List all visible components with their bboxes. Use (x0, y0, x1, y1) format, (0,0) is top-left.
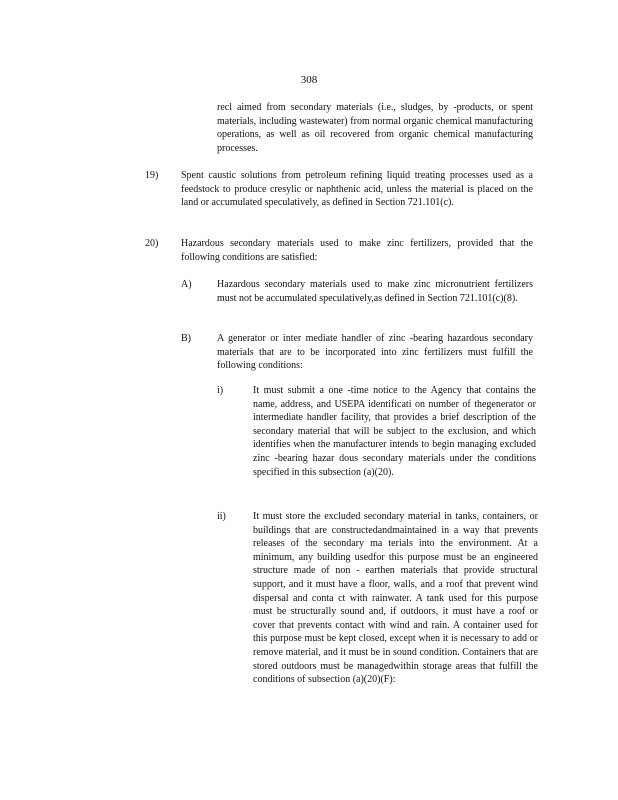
item-20b-label: B) (181, 333, 191, 344)
item-20b-i-text: It must submit a one -time notice to the Agency that contains the name, address, and USEPA identificati on number of thegenerator or intermediate handler facility, that provides a brief description of the secondary material that will be subject to the exclusion, and which identifies when the manufacturer intends to begin managing excluded zinc -bearing hazar dous secondary materials under the conditions specified in this subsection (a)(20). (253, 385, 536, 478)
page-number: 308 (300, 74, 318, 86)
item-20-text: Hazardous secondary materials used to make zinc fertilizers, provided that the following conditions are satisfied: (181, 238, 533, 263)
item-20b-ii-label: ii) (217, 511, 226, 522)
item-20a-text: Hazardous secondary materials used to make zinc micronutrient fertilizers must not be accumulated speculatively,as defined in Section 721.101(c)(8). (217, 279, 533, 304)
continuation-paragraph: recl aimed from secondary materials (i.e., sludges, by -products, or spent materials, including wastewater) from normal organic chemical manufacturing operations, as well as oil recovered from organic chemical manufacturing processes. (217, 102, 533, 154)
item-19-label: 19) (145, 170, 159, 181)
item-20b-text: A generator or inter mediate handler of zinc -bearing hazardous secondary materials that are to be incorporated into zinc fertilizers must fulfill the following conditions: (217, 333, 533, 372)
item-20b-ii-text: It must store the excluded secondary material in tanks, containers, or buildings that are constructedandmaintained in a way that prevents releases of the secondary ma terials into the environment. At a minimum, any building usedfor this purpose must be an engineered structure made of non - earthen materials that provide structural support, and it must have a floor, walls, and a roof that prevent wind dispersal and conta ct with rainwater. A tank used for this purpose must be structurally sound and, if outdoors, it must have a roof or cover that prevents contact with wind and rain. A container used for this purpose must be kept closed, except when it is necessary to add or remove material, and it must be in sound condition. Containers that are stored outdoors must be managedwithin storage areas that fulfill the conditions of subsection (a)(20)(F): (253, 511, 538, 686)
item-19-text: Spent caustic solutions from petroleum refining liquid treating processes used as a feedstock to produce cresylic or naphthenic acid, unless the material is placed on the land or accumulated speculatively, as defined in Section 721.101(c). (181, 170, 533, 209)
item-20-label: 20) (145, 238, 159, 249)
item-20a-label: A) (181, 279, 192, 290)
item-20b-i-label: i) (217, 385, 224, 396)
